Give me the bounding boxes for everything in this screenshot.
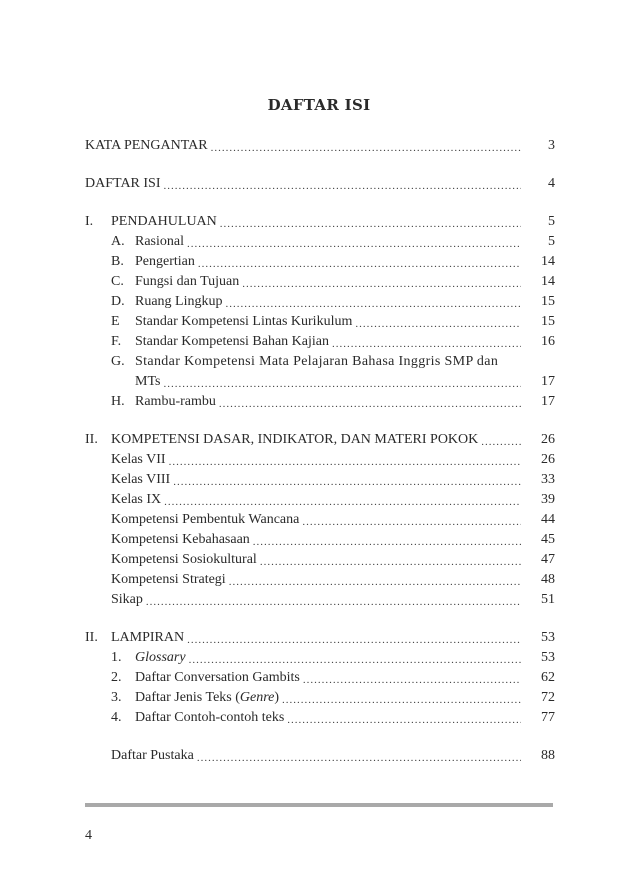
- item-number: 4.: [111, 710, 122, 725]
- toc-label-italic: Glossary: [135, 650, 186, 665]
- leader-dots: [242, 276, 521, 292]
- toc-entry[interactable]: [85, 392, 555, 412]
- toc-entry-daftar-isi[interactable]: [85, 174, 555, 194]
- toc-label: KATA PENGANTAR: [85, 138, 208, 153]
- leader-dots: [302, 514, 521, 530]
- leader-dots: [173, 474, 521, 490]
- leader-dots: [355, 316, 521, 332]
- toc-entry[interactable]: [85, 510, 555, 530]
- leader-dots: [169, 454, 521, 470]
- toc-page-number: 26: [541, 452, 555, 467]
- toc-label: Kompetensi Strategi: [111, 572, 226, 587]
- toc-entry[interactable]: [85, 450, 555, 470]
- leader-dots: [229, 574, 521, 590]
- toc-label: Daftar Pustaka: [111, 748, 194, 763]
- toc-label: Sikap: [111, 592, 143, 607]
- toc-entry-g-line1[interactable]: [85, 352, 555, 372]
- leader-dots: [481, 434, 521, 450]
- toc-entry[interactable]: [85, 470, 555, 490]
- leader-dots: [220, 216, 521, 232]
- section-number: II.: [85, 630, 98, 645]
- leader-dots: [187, 236, 521, 252]
- toc-label: DAFTAR ISI: [85, 176, 161, 191]
- toc-page-number: 4: [548, 176, 555, 191]
- toc-label: Daftar Jenis Teks (Genre): [135, 690, 280, 705]
- toc-entry[interactable]: [85, 530, 555, 550]
- toc-entry[interactable]: [85, 252, 555, 272]
- toc-page-number: 47: [541, 552, 555, 567]
- toc-page-number: 15: [541, 294, 555, 309]
- toc-page-number: 17: [541, 374, 555, 389]
- toc-entry[interactable]: [85, 312, 555, 332]
- item-number: 2.: [111, 670, 122, 685]
- toc-label: Standar Kompetensi Mata Pelajaran Bahasa Inggris SMP dan: [135, 354, 499, 369]
- toc-page-number: 39: [541, 492, 555, 507]
- leader-dots: [282, 692, 521, 708]
- toc-label-italic: Genre: [239, 690, 275, 705]
- toc-page-number: 62: [541, 670, 555, 685]
- leader-dots: [164, 494, 521, 510]
- page-title: DAFTAR ISI: [267, 96, 371, 114]
- toc-page-number: 77: [541, 710, 555, 725]
- toc-label: KOMPETENSI DASAR, INDIKATOR, DAN MATERI POKOK: [111, 432, 479, 447]
- toc-entry[interactable]: [85, 708, 555, 728]
- leader-dots: [219, 396, 521, 412]
- toc-label: Ruang Lingkup: [135, 294, 223, 309]
- item-letter: F.: [111, 334, 122, 349]
- leader-dots: [187, 632, 521, 648]
- item-letter: H.: [111, 394, 125, 409]
- toc-entry-genre[interactable]: [85, 688, 555, 708]
- item-letter: C.: [111, 274, 124, 289]
- leader-dots: [253, 534, 521, 550]
- leader-dots: [146, 594, 521, 610]
- toc-label: Fungsi dan Tujuan: [135, 274, 240, 289]
- page-folio: 4: [85, 828, 92, 843]
- footer-rule: [85, 803, 553, 807]
- toc-label: Rambu-rambu: [135, 394, 216, 409]
- toc-page-number: 53: [541, 630, 555, 645]
- leader-dots: [198, 256, 521, 272]
- toc-label: Daftar Contoh-contoh teks: [135, 710, 285, 725]
- toc-page-number: 14: [541, 274, 555, 289]
- toc-entry[interactable]: [85, 668, 555, 688]
- toc-page-number: 5: [548, 214, 555, 229]
- section-number: II.: [85, 432, 98, 447]
- toc-entry-daftar-pustaka[interactable]: [85, 746, 555, 766]
- toc-entry[interactable]: [85, 292, 555, 312]
- toc-page-number: 15: [541, 314, 555, 329]
- toc-entry-g-line2[interactable]: [85, 372, 555, 392]
- toc-label: Standar Kompetensi Bahan Kajian: [135, 334, 330, 349]
- toc-entry[interactable]: [85, 332, 555, 352]
- toc-page-number: 3: [548, 138, 555, 153]
- item-letter: D.: [111, 294, 125, 309]
- item-number: 3.: [111, 690, 122, 705]
- toc-page-number: 72: [541, 690, 555, 705]
- toc-page-number: 17: [541, 394, 555, 409]
- toc-label: PENDAHULUAN: [111, 214, 217, 229]
- toc-entry[interactable]: [85, 570, 555, 590]
- toc-label: Daftar Conversation Gambits: [135, 670, 300, 685]
- item-number: 1.: [111, 650, 122, 665]
- leader-dots: [332, 336, 521, 352]
- toc-page-number: 44: [541, 512, 555, 527]
- toc-label: Kelas IX: [111, 492, 162, 507]
- leader-dots: [211, 140, 521, 156]
- item-letter: B.: [111, 254, 124, 269]
- toc-entry[interactable]: [85, 232, 555, 252]
- leader-dots: [287, 712, 521, 728]
- leader-dots: [197, 750, 521, 766]
- toc-label: LAMPIRAN: [111, 630, 185, 645]
- leader-dots: [226, 296, 522, 312]
- toc-section-lampiran[interactable]: [85, 628, 555, 648]
- item-letter: A.: [111, 234, 125, 249]
- toc-section-pendahuluan[interactable]: [85, 212, 555, 232]
- leader-dots: [303, 672, 521, 688]
- leader-dots: [163, 376, 521, 392]
- toc-label: [135, 648, 186, 668]
- toc-section-kompetensi[interactable]: [85, 430, 555, 450]
- toc-label: Pengertian: [135, 254, 195, 269]
- toc-page-number: 5: [548, 234, 555, 249]
- leader-dots: [260, 554, 521, 570]
- toc-entry[interactable]: [85, 272, 555, 292]
- toc-entry[interactable]: [85, 590, 555, 610]
- toc-entry-glossary[interactable]: [85, 648, 555, 668]
- toc-entry-kata-pengantar[interactable]: [85, 136, 555, 156]
- toc-entry[interactable]: [85, 490, 555, 510]
- toc-label: Kompetensi Pembentuk Wancana: [111, 512, 300, 527]
- toc-label: Kelas VIII: [111, 472, 171, 487]
- toc-label: Kompetensi Sosiokultural: [111, 552, 257, 567]
- table-of-contents: [85, 136, 555, 766]
- toc-page-number: 26: [541, 432, 555, 447]
- leader-dots: [189, 652, 521, 668]
- toc-label: Kelas VII: [111, 452, 166, 467]
- toc-page-number: 33: [541, 472, 555, 487]
- section-number: I.: [85, 214, 94, 229]
- toc-page-number: 51: [541, 592, 555, 607]
- toc-label: MTs: [135, 374, 161, 389]
- item-letter: G.: [111, 354, 125, 369]
- toc-label: Standar Kompetensi Lintas Kurikulum: [135, 314, 353, 329]
- leader-dots: [164, 178, 522, 194]
- toc-label: Rasional: [135, 234, 184, 249]
- toc-page-number: 48: [541, 572, 555, 587]
- toc-page-number: 45: [541, 532, 555, 547]
- toc-page-number: 16: [541, 334, 555, 349]
- toc-page-number: 53: [541, 650, 555, 665]
- toc-page-number: 14: [541, 254, 555, 269]
- toc-page-number: 88: [541, 748, 555, 763]
- toc-label: Kompetensi Kebahasaan: [111, 532, 250, 547]
- toc-entry[interactable]: [85, 550, 555, 570]
- item-letter: E: [111, 314, 120, 329]
